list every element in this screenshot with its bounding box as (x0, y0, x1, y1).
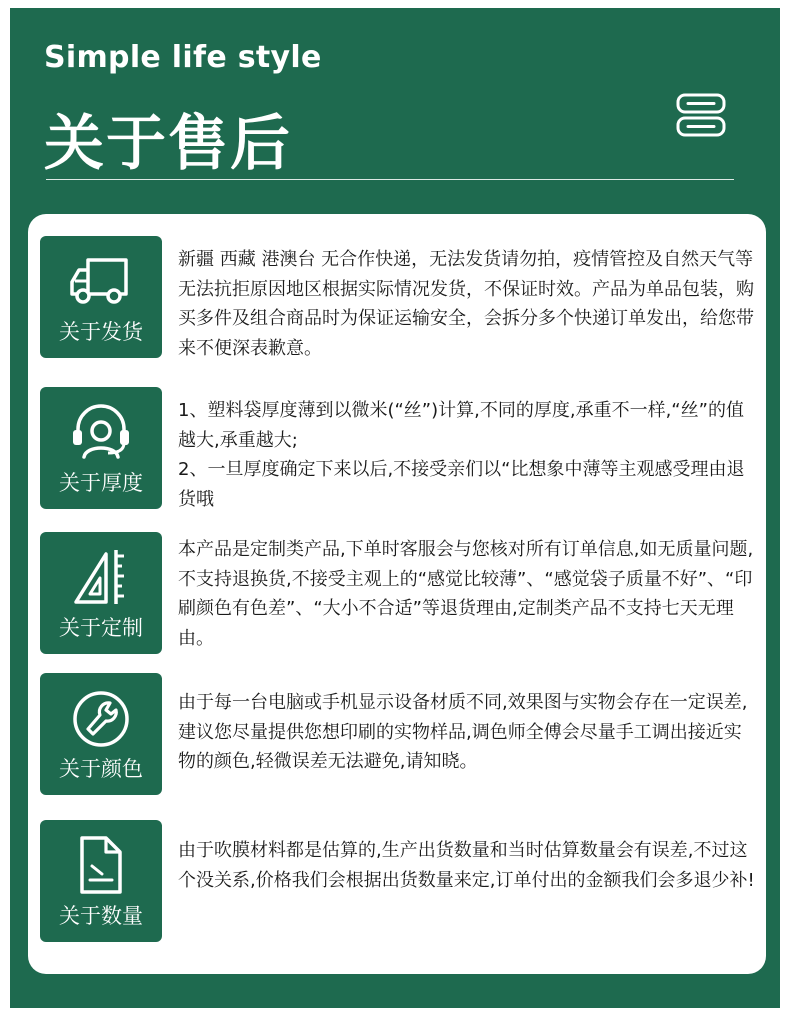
section-label: 关于颜色 (59, 757, 143, 781)
text-line: 2、一旦厚度确定下来以后,不接受亲们以“比想象中薄等主观感受理由退货哦 (178, 459, 745, 510)
section-label: 关于数量 (59, 904, 143, 928)
section-badge (40, 820, 162, 942)
section-badge (40, 532, 162, 654)
section-text (178, 396, 758, 514)
section-text: 本产品是定制类产品,下单时客服会与您核对所有订单信息,如无质量问题,不支持退换货,不接受主观上的“感觉比较薄”、“感觉袋子质量不好”、“印刷颜色有色差”、“大小不合适”等退货理由,定制类产品不支持七天无理由。 (178, 539, 754, 649)
after-sales-card (28, 214, 766, 974)
section-badge (40, 387, 162, 509)
ruler-triangle-icon (66, 542, 136, 612)
section-label: 关于发货 (59, 320, 143, 344)
section-label: 关于厚度 (59, 471, 143, 495)
menu-icon[interactable] (676, 93, 726, 137)
page-title: 关于售后 (44, 109, 292, 179)
section-badge (40, 673, 162, 795)
wrench-icon (66, 683, 136, 753)
truck-icon (66, 246, 136, 316)
customer-service-icon (66, 397, 136, 467)
document-icon (66, 830, 136, 900)
text-line: 1、塑料袋厚度薄到以微米(“丝”)计算,不同的厚度,承重不一样,“丝”的值越大,承重越大; (178, 400, 744, 451)
header-subtitle: Simple life style (44, 40, 322, 75)
header-divider (46, 179, 734, 180)
section-text: 由于吹膜材料都是估算的,生产出货数量和当时估算数量会有误差,不过这个没关系,价格我们会根据出货数量来定,订单付出的金额我们会多退少补! (178, 840, 755, 891)
section-label: 关于定制 (59, 616, 143, 640)
section-badge (40, 236, 162, 358)
section-text: 新疆 西藏 港澳台 无合作快递，无法发货请勿拍，疫情管控及自然天气等无法抗拒原因地区根据实际情况发货，不保证时效。产品为单品包装，购买多件及组合商品时为保证运输安全，会拆分多个快递订单发出，给您带来不便深表歉意。 (178, 249, 754, 359)
section-text: 由于每一台电脑或手机显示设备材质不同,效果图与实物会存在一定误差,建议您尽量提供您想印刷的实物样品,调色师全傅会尽量手工调出接近实物的颜色,轻微误差无法避免,请知晓。 (178, 692, 748, 772)
